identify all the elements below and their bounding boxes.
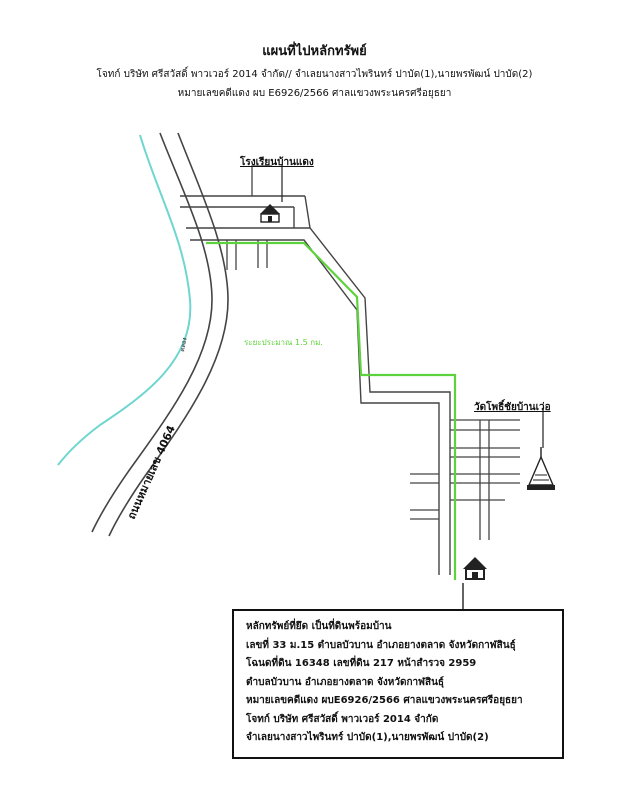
temple-icon	[527, 447, 555, 490]
distance-label: ระยะประมาณ 1.5 กม.	[244, 338, 323, 347]
page-title: แผนที่ไปหลักทรัพย์	[262, 44, 367, 59]
info-line-6: โจทก์ บริษัท ศรีสวัสดิ์ พาวเวอร์ 2014 จำกัด	[246, 713, 439, 725]
village-streets	[410, 420, 520, 540]
info-line-7: จำเลยนางสาวไพรินทร์ ปาบัด(1),นายพรพัฒน์ ปาบัด(2)	[246, 732, 489, 743]
canal-label: คลอง	[179, 337, 189, 353]
canal-line	[58, 135, 190, 465]
route-line	[206, 243, 455, 580]
school-label: โรงเรียนบ้านแดง	[240, 157, 314, 168]
case-parties-line: โจทก์ บริษัท ศรีสวัสดิ์ พาวเวอร์ 2014 จำกัด// จำเลยนางสาวไพรินทร์ ปาบัด(1),นายพรพัฒน์ ปาบัด(2)	[96, 69, 533, 80]
highway-label: ถนนหมายเลข 4064	[124, 423, 178, 522]
info-line-5: หมายเลขคดีแดง ผบE6926/2566 ศาลแขวงพระนครศรีอยุธยา	[246, 695, 523, 706]
info-line-1: หลักทรัพย์ที่ยึด เป็นที่ดินพร้อมบ้าน	[246, 621, 392, 632]
info-line-3: โฉนดที่ดิน 16348 เลขที่ดิน 217 หน้าสำรวจ 2959	[246, 658, 477, 669]
house-icon	[463, 557, 487, 579]
info-line-2: เลขที่ 33 ม.15 ตำบลบัวบาน อำเภอยางตลาด จังหวัดกาฬสินธุ์	[246, 639, 516, 651]
property-info-box	[232, 609, 564, 759]
info-line-4: ตำบลบัวบาน อำเภอยางตลาด จังหวัดกาฬสินธุ์	[246, 676, 445, 688]
case-number-line: หมายเลขคดีแดง ผบ E6926/2566 ศาลแขวงพระนครศรีอยุธยา	[177, 88, 452, 99]
temple-label: วัดโพธิ์ชัยบ้านเว่อ	[474, 402, 551, 413]
